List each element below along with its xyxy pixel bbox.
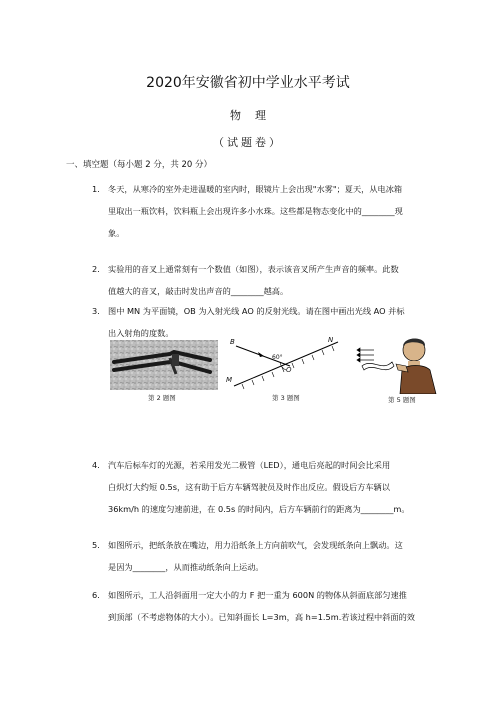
question-line: 里取出一瓶饮料，饮料瓶上会出现许多小水珠。这些都是物态变化中的________现 [108,206,403,216]
figure-blowing-paper [356,336,442,394]
label-o: O [286,366,292,374]
label-b: B [230,338,235,346]
question-number: 1. [92,184,100,194]
question-line: 如图所示，工人沿斜面用一定大小的力 F 把一重为 600N 的物体从斜面底部匀速推 [108,590,407,600]
question-6 [92,584,422,628]
question-number: 3. [92,306,100,316]
question-1 [92,178,422,244]
subject-name: 物理 [230,109,280,122]
question-4 [92,454,422,520]
question-number: 2. [92,264,100,274]
figure-5-caption: 第 5 题图 [388,396,416,404]
section-heading: 一、填空题（每小题 2 分，共 20 分） [66,160,213,170]
question-2 [92,258,422,302]
question-line: 冬天，从寒冷的室外走进温暖的室内时，眼镜片上会出现"水雾"；夏天，从电冰箱 [108,184,403,194]
question-line: 36km/h 的速度匀速前进，在 0.5s 的时间内，后方车辆前行的距离为________m。 [108,504,410,514]
question-line: 实验用的音叉上通常刻有一个数值（如图），表示该音叉所产生声音的频率。此数 [108,264,399,274]
figure-tuning-fork [110,340,218,390]
question-line: 值越大的音叉，敲击时发出声音的________越高。 [108,286,289,296]
question-line: 图中 MN 为平面镜，OB 为入射光线 AO 的反射光线。请在图中画出光线 AO 并标 [108,306,405,316]
label-m: M [226,376,233,384]
figure-mirror [226,336,346,392]
label-n: N [328,336,334,344]
question-line: 如图所示，把纸条放在嘴边，用力沿纸条上方向前吹气，会发现纸条向上飘动。这 [108,540,403,550]
question-number: 4. [92,460,100,470]
question-line: 象。 [108,228,125,238]
label-angle: 60° [272,354,283,361]
exam-title: 2020年安徽省初中学业水平考试 [146,75,350,91]
figure-2-caption: 第 2 题图 [148,394,176,402]
question-number: 6. [92,590,100,600]
question-number: 5. [92,540,100,550]
question-line: 是因为________，从而推动纸条向上运动。 [108,562,264,572]
question-line: 白炽灯大约短 0.5s，这有助于后方车辆驾驶员及时作出反应。假设后方车辆以 [108,482,390,492]
question-line: 出入射角的度数。 [108,328,174,338]
figure-3-caption: 第 3 题图 [272,394,300,402]
paper-type: （试题卷） [213,136,283,149]
question-5 [92,534,422,578]
question-line: 到顶部（不考虑物体的大小）。已知斜面长 L=3m，高 h=1.5m.若该过程中斜面的效 [108,612,415,622]
question-line: 汽车后标车灯的光源，若采用发光二极管（LED），通电后亮起的时间会比采用 [108,460,391,470]
